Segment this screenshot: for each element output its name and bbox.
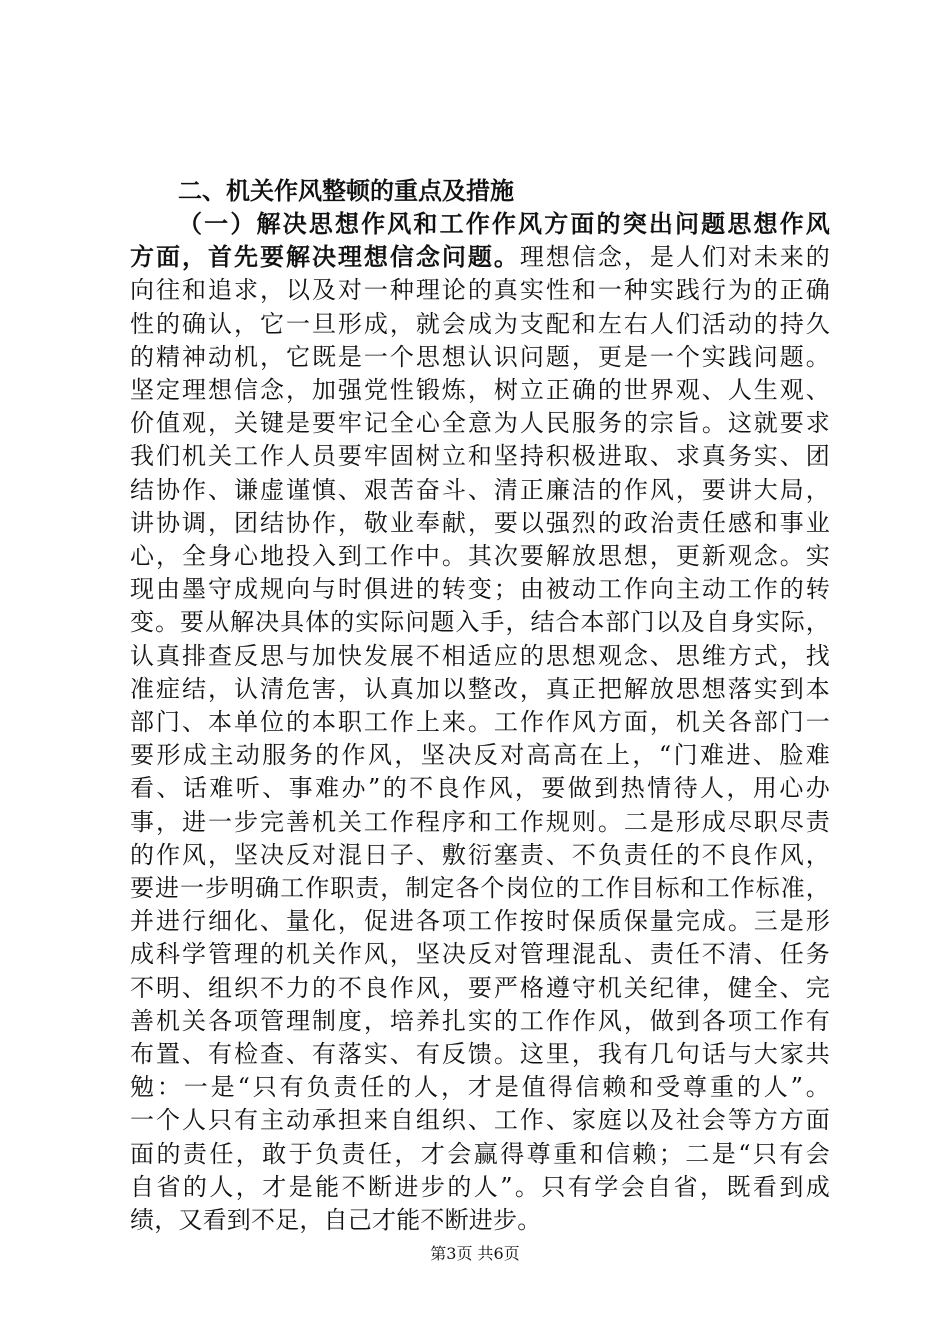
text-line: 的作风，坚决反对混日子、敷衍塞责、不负责任的不良作风， bbox=[130, 840, 830, 869]
text-line-mixed bbox=[130, 240, 830, 274]
text-line: 并进行细化、量化，促进各项工作按时保质保量完成。三是形 bbox=[130, 907, 830, 936]
text-line: 要形成主动服务的作风，坚决反对高高在上，“门难进、脸难 bbox=[130, 741, 830, 770]
page-footer: 第3页 共6页 bbox=[430, 1244, 520, 1263]
text-line: 部门、本单位的本职工作上来。工作作风方面，机关各部门一 bbox=[130, 708, 830, 737]
text-line: 讲协调，团结协作，敬业奉献，要以强烈的政治责任感和事业 bbox=[130, 508, 830, 537]
text-line: 结协作、谦虚谨慎、艰苦奋斗、清正廉洁的作风，要讲大局， bbox=[130, 475, 830, 504]
text-line: 绩，又看到不足，自己才能不断进步。 bbox=[130, 1206, 542, 1235]
text-span-bold: 方面，首先要解决理想信念问题。 bbox=[130, 242, 520, 272]
text-line: 善机关各项管理制度，培养扎实的工作作风，做到各项工作有 bbox=[130, 1006, 830, 1035]
text-line: 我们机关工作人员要牢固树立和坚持积极进取、求真务实、团 bbox=[130, 442, 830, 471]
text-line: 面的责任，敢于负责任，才会赢得尊重和信赖；二是“只有会 bbox=[130, 1139, 830, 1168]
text-line: 要进一步明确工作职责，制定各个岗位的工作目标和工作标准， bbox=[130, 874, 830, 903]
text-line: 事，进一步完善机关工作程序和工作规则。二是形成尽职尽责 bbox=[130, 807, 830, 836]
text-line: 自省的人，才是能不断进步的人”。只有学会自省，既看到成 bbox=[130, 1172, 830, 1201]
text-line: 价值观，关键是要牢记全心全意为人民服务的宗旨。这就要求 bbox=[130, 409, 830, 438]
text-line: 性的确认，它一旦形成，就会成为支配和左右人们活动的持久 bbox=[130, 309, 830, 338]
text-line: 变。要从解决具体的实际问题入手，结合本部门以及自身实际， bbox=[130, 608, 830, 637]
text-span: 理想信念，是人们对未来的 bbox=[519, 243, 831, 272]
text-line: 现由墨守成规向与时俱进的转变；由被动工作向主动工作的转 bbox=[130, 575, 830, 604]
text-line: 向往和追求，以及对一种理论的真实性和一种实践行为的正确 bbox=[130, 276, 830, 305]
text-line: 认真排查反思与加快发展不相适应的思想观念、思维方式，找 bbox=[130, 641, 830, 670]
text-line: 一个人只有主动承担来自组织、工作、家庭以及社会等方方面 bbox=[130, 1106, 830, 1135]
text-line: 的精神动机，它既是一个思想认识问题，更是一个实践问题。 bbox=[130, 342, 830, 371]
text-line: 勉：一是“只有负责任的人，才是值得信赖和受尊重的人”。 bbox=[130, 1073, 830, 1102]
section-heading: 二、机关作风整顿的重点及措施 bbox=[178, 176, 514, 205]
text-line: 成科学管理的机关作风，坚决反对管理混乱、责任不清、任务 bbox=[130, 940, 830, 969]
text-line: 坚定理想信念，加强党性锻炼，树立正确的世界观、人生观、 bbox=[130, 376, 830, 405]
text-line: （一）解决思想作风和工作作风方面的突出问题思想作风 bbox=[178, 209, 830, 238]
text-line: 看、话难听、事难办”的不良作风，要做到热情待人，用心办 bbox=[130, 774, 830, 803]
text-line: 布置、有检查、有落实、有反馈。这里，我有几句话与大家共 bbox=[130, 1040, 830, 1069]
text-line: 准症结，认清危害，认真加以整改，真正把解放思想落实到本 bbox=[130, 674, 830, 703]
text-line: 不明、组织不力的不良作风，要严格遵守机关纪律，健全、完 bbox=[130, 973, 830, 1002]
document-body bbox=[130, 174, 830, 1237]
text-line: 心，全身心地投入到工作中。其次要解放思想，更新观念。实 bbox=[130, 542, 830, 571]
paragraph bbox=[130, 207, 830, 1237]
